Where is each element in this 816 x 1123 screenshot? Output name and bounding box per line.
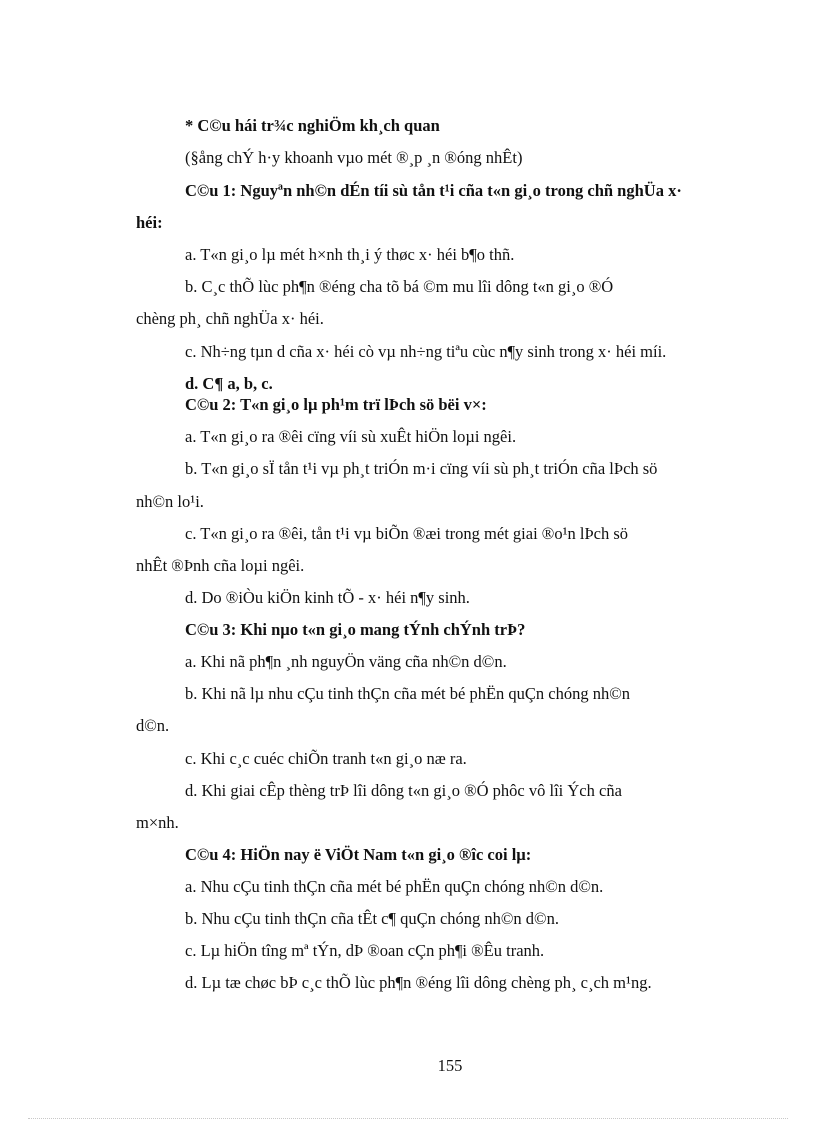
q2-option-b: b. T«n gi¸o sÏ tån t¹i vµ ph¸t triÓn m·i cïng víi sù ph¸t triÓn cña lÞch sö	[185, 459, 658, 478]
q3-option-b: b. Khi nã lµ nhu cÇu tinh thÇn cña mét bé phËn quÇn chóng nh©n	[185, 684, 631, 703]
q2-option-c: c. T«n gi¸o ra ®êi, tån t¹i vµ biÕn ®æi trong mét giai ®o¹n lÞch sö	[185, 524, 629, 543]
page-number: 155	[437, 1056, 463, 1075]
q1-option-b-cont: chèng ph¸ chñ nghÜa x· héi.	[136, 309, 324, 328]
q1-option-c: c. Nh÷ng tµn d cña x· héi cò vµ nh÷ng tiªu cùc n¶y sinh trong x· héi míi.	[185, 342, 667, 361]
q1-option-b: b. C¸c thÕ lùc ph¶n ®éng cha tõ bá ©m mu lîi dông t«n gi¸o ®Ó	[185, 277, 614, 296]
q4-option-d: d. Lµ tæ chøc bÞ c¸c thÕ lùc ph¶n ®éng lîi dông chèng ph¸ c¸ch m¹ng.	[185, 973, 652, 992]
question-1-title-cont: héi:	[136, 213, 163, 232]
q4-option-c: c. Lµ hiÖn tîng mª tÝn, dÞ ®oan cÇn ph¶i ®Êu tranh.	[185, 941, 545, 960]
q2-option-d: d. Do ®iÒu kiÖn kinh tÕ - x· héi n¶y sinh.	[185, 588, 470, 607]
q3-option-b-cont: d©n.	[136, 716, 170, 735]
q3-option-d: d. Khi giai cÊp thèng trÞ lîi dông t«n gi¸o ®Ó phôc vô lîi Ých cña	[185, 781, 622, 800]
q3-option-d-cont: m×nh.	[136, 813, 179, 832]
q3-option-a: a. Khi nã ph¶n ¸nh nguyÖn väng cña nh©n d©n.	[185, 652, 507, 671]
q4-option-a: a. Nhu cÇu tinh thÇn cña mét bé phËn quÇn chóng nh©n d©n.	[185, 877, 604, 896]
q1-option-a: a. T«n gi¸o lµ mét h×nh th¸i ý thøc x· héi b¶o thñ.	[185, 245, 515, 264]
q3-option-c: c. Khi c¸c cuéc chiÕn tranh t«n gi¸o næ ra.	[185, 749, 467, 768]
footer-divider	[28, 1118, 788, 1119]
question-2-title: C©u 2: T«n gi¸o lµ ph¹m trï lÞch sö bëi v×:	[185, 395, 487, 414]
instruction: (§ång chÝ h·y khoanh vµo mét ®¸p ¸n ®óng nhÊt)	[185, 148, 523, 167]
question-3-title: C©u 3: Khi nµo t«n gi¸o mang tÝnh chÝnh trÞ?	[185, 620, 526, 639]
section-heading: * C©u hái tr¾c nghiÖm kh¸ch quan	[185, 116, 440, 135]
q2-option-b-cont: nh©n lo¹i.	[136, 492, 204, 511]
q2-option-c-cont: nhÊt ®Þnh cña loµi ngêi.	[136, 556, 305, 575]
question-1-title: C©u 1: Nguyªn nh©n dÉn tíi sù tån t¹i cña t«n gi¸o trong chñ nghÜa x·	[185, 181, 682, 200]
question-4-title: C©u 4: HiÖn nay ë ViÖt Nam t«n gi¸o ®îc coi lµ:	[185, 845, 532, 864]
q1-option-d: d. C¶ a, b, c.	[185, 374, 273, 393]
q4-option-b: b. Nhu cÇu tinh thÇn cña tÊt c¶ quÇn chóng nh©n d©n.	[185, 909, 559, 928]
q2-option-a: a. T«n gi¸o ra ®êi cïng víi sù xuÊt hiÖn loµi ngêi.	[185, 427, 517, 446]
